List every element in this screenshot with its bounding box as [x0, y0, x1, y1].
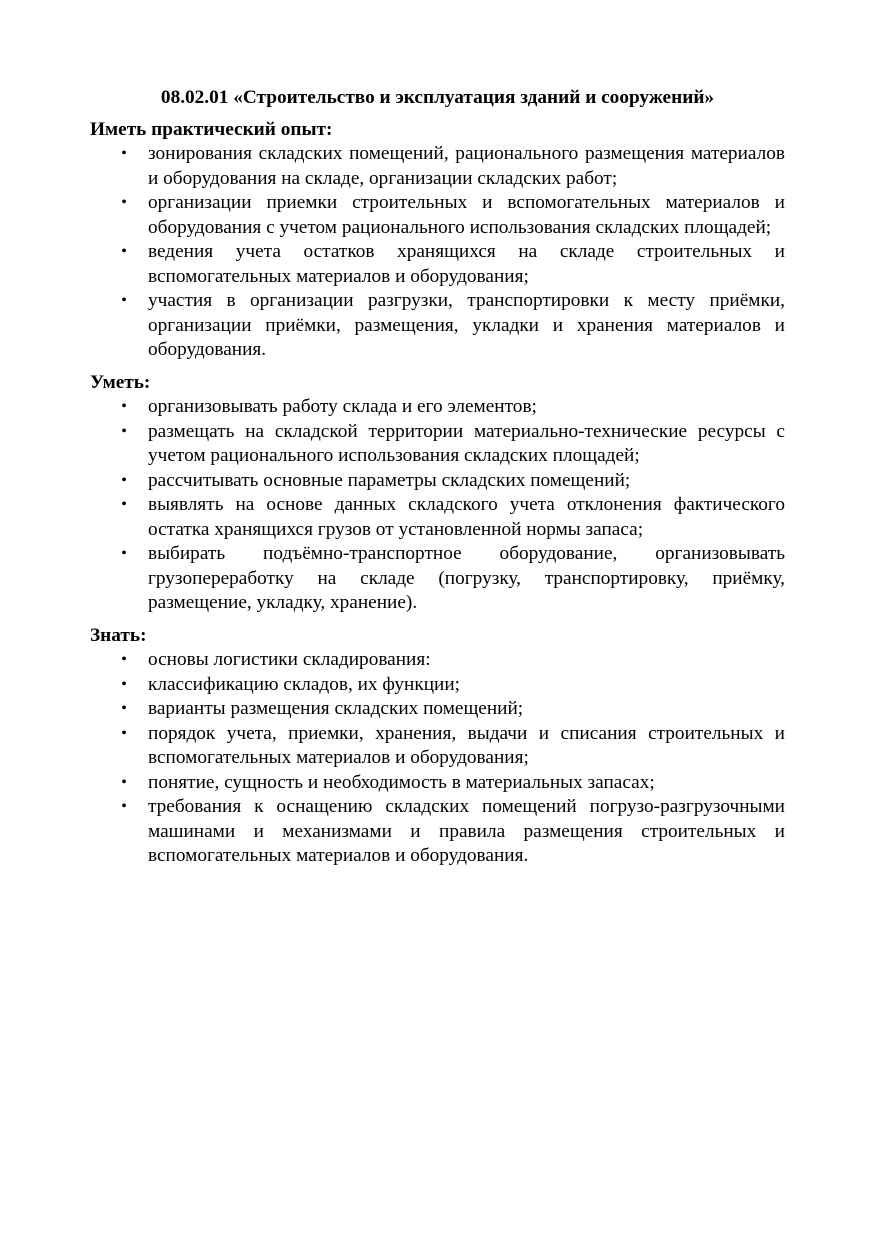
bullet-list	[90, 648, 785, 869]
bullet-icon: •	[121, 724, 127, 742]
list-item-text: требования к оснащению складских помещений погрузо-разгрузочными машинами и механизмами и правила размещения строительных и вспомогательных материалов и оборудования.	[148, 796, 785, 866]
list-item	[90, 420, 785, 469]
bullet-icon: •	[121, 471, 127, 489]
bullet-icon: •	[121, 243, 127, 260]
list-item	[90, 191, 785, 240]
list-item-text: понятие, сущность и необходимость в материальных запасах;	[148, 771, 655, 793]
list-item-text: зонирования складских помещений, рационального размещения материалов и оборудования на складе, организации складских работ;	[148, 143, 785, 189]
section-practical-experience	[90, 118, 785, 363]
list-item-text: выбирать подъёмно-транспортное оборудование, организовывать грузопереработку на складе (погрузку, транспортировку, приёмку, размещение, укладку, хранение).	[148, 543, 785, 613]
section-skills	[90, 371, 785, 616]
list-item-text: выявлять на основе данных складского учета отклонения фактического остатка хранящихся грузов от установленной нормы запаса;	[148, 494, 785, 540]
list-item-text: основы логистики складирования:	[148, 649, 431, 670]
bullet-icon: •	[121, 422, 127, 440]
list-item	[90, 289, 785, 363]
bullet-icon: •	[121, 292, 127, 309]
list-item	[90, 493, 785, 542]
list-item-text: рассчитывать основные параметры складских помещений;	[148, 469, 631, 491]
bullet-icon: •	[121, 194, 127, 211]
list-item-text: организации приемки строительных и вспомогательных материалов и оборудования с учетом рационального использования складских площадей;	[148, 192, 785, 238]
section-heading: Уметь:	[90, 371, 151, 393]
bullet-icon: •	[121, 145, 127, 162]
list-item-text: ведения учета остатков хранящихся на складе строительных и вспомогательных материалов и оборудования;	[148, 241, 785, 287]
list-item	[90, 648, 785, 673]
list-item-text: организовывать работу склада и его элементов;	[148, 396, 537, 417]
bullet-icon: •	[121, 496, 127, 513]
list-item	[90, 771, 785, 796]
bullet-icon: •	[121, 798, 127, 815]
bullet-icon: •	[121, 651, 127, 668]
list-item	[90, 469, 785, 494]
bullet-icon: •	[121, 773, 127, 791]
list-item	[90, 795, 785, 869]
list-item	[90, 722, 785, 771]
bullet-icon: •	[121, 545, 127, 562]
bullet-list	[90, 395, 785, 616]
list-item	[90, 395, 785, 420]
list-item-text: размещать на складской территории материально-технические ресурсы с учетом рационального использования складских площадей;	[148, 420, 785, 466]
section-knowledge	[90, 624, 785, 869]
document-title: 08.02.01 «Строительство и эксплуатация зданий и сооружений»	[160, 87, 715, 108]
list-item	[90, 673, 785, 698]
bullet-icon: •	[121, 675, 127, 693]
section-heading: Знать:	[90, 624, 147, 646]
list-item	[90, 240, 785, 289]
list-item	[90, 142, 785, 191]
section-heading: Иметь практический опыт:	[90, 118, 333, 140]
list-item-text: порядок учета, приемки, хранения, выдачи и списания строительных и вспомогательных материалов и оборудования;	[148, 722, 785, 768]
bullet-icon: •	[121, 700, 127, 717]
bullet-list	[90, 142, 785, 363]
list-item-text: варианты размещения складских помещений;	[148, 698, 524, 719]
list-item-text: участия в организации разгрузки, транспортировки к месту приёмки, организации приёмки, размещения, укладки и хранения материалов и оборудования.	[148, 290, 785, 360]
list-item-text: классификацию складов, их функции;	[148, 673, 461, 695]
list-item	[90, 542, 785, 616]
bullet-icon: •	[121, 398, 127, 415]
list-item	[90, 697, 785, 722]
